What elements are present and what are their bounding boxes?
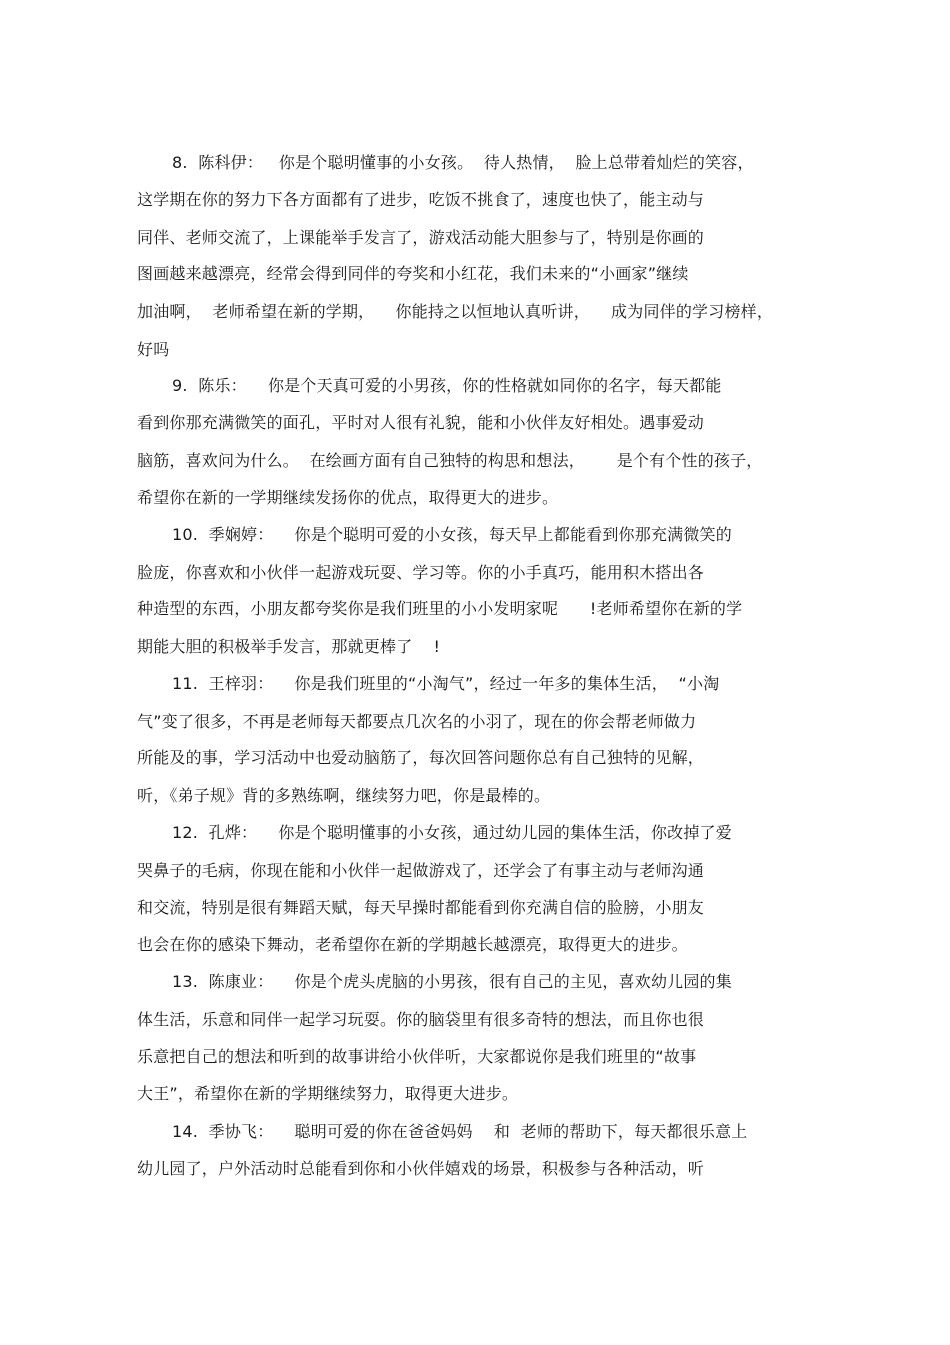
entry-11-line-3: 所能及的事，学习活动中也爱动脑筋了，每次回答问题你总有自己独特的见解， xyxy=(137,748,705,767)
entry-9-line-2: 看到你那充满微笑的面孔，平时对人很有礼貌，能和小伙伴友好相处。遇事爱动 xyxy=(137,413,705,432)
entry-12-line-1: 12. 孔烨： 你是个聪明懂事的小女孩，通过幼儿园的集体生活，你改掉了爱 xyxy=(172,823,732,842)
entry-12-line-4: 也会在你的感染下舞动，老希望你在新的学期越长越漂亮，取得更大的进步。 xyxy=(137,935,688,954)
entry-8-line-6: 好吗 xyxy=(137,340,170,359)
entry-13-line-2: 体生活，乐意和同伴一起学习玩耍。你的脑袋里有很多奇特的想法，而且你也很 xyxy=(137,1010,705,1029)
entry-8-line-5: 加油啊， 老师希望在新的学期， 你能持之以恒地认真听讲， 成为同伴的学习榜样， xyxy=(137,302,774,321)
entry-8-line-3: 同伴、老师交流了，上课能举手发言了，游戏活动能大胆参与了，特别是你画的 xyxy=(137,228,705,247)
entry-8-line-4: 图画越来越漂亮，经常会得到同伴的夸奖和小红花，我们未来的“小画家”继续 xyxy=(137,264,689,283)
entry-10-line-1: 10. 季娴婷： 你是个聪明可爱的小女孩，每天早上都能看到你那充满微笑的 xyxy=(172,525,732,544)
entry-12-line-2: 哭鼻子的毛病，你现在能和小伙伴一起做游戏了，还学会了有事主动与老师沟通 xyxy=(137,861,705,880)
entry-12-line-3: 和交流，特别是很有舞蹈天赋，每天早操时都能看到你充满自信的脸膀，小朋友 xyxy=(137,898,705,917)
entry-11-line-2: 气”变了很多，不再是老师每天都要点几次名的小羽了，现在的你会帮老师做力 xyxy=(137,712,697,731)
entry-11-line-1: 11. 王梓羽： 你是我们班里的“小淘气”，经过一年多的集体生活， “小淘 xyxy=(172,674,720,693)
entry-14-line-1: 14. 季协飞： 聪明可爱的你在爸爸妈妈 和 老师的帮助下，每天都很乐意上 xyxy=(172,1122,748,1141)
entry-10-line-4: 期能大胆的积极举手发言，那就更棒了 ! xyxy=(137,637,441,656)
entry-8-line-2: 这学期在你的努力下各方面都有了进步，吃饭不挑食了，速度也快了，能主动与 xyxy=(137,190,705,209)
entry-13-line-4: 大王”，希望你在新的学期继续努力，取得更大进步。 xyxy=(137,1084,519,1103)
entry-9-line-3: 脑筋，喜欢问为什么。 在绘画方面有自己独特的构思和想法， 是个有个性的孩子， xyxy=(137,451,763,470)
entry-11-line-4: 听，《弟子规》背的多熟练啊，继续努力吧，你是最棒的。 xyxy=(137,786,551,805)
entry-10-line-3: 种造型的东西，小朋友都夸奖你是我们班里的小小发明家呢 !老师希望你在新的学 xyxy=(137,599,743,618)
entry-14-line-2: 幼儿园了，户外活动时总能看到你和小伙伴嬉戏的场景，积极参与各种活动，听 xyxy=(137,1159,705,1178)
entry-13-line-1: 13. 陈康业： 你是个虎头虎脑的小男孩，很有自己的主见，喜欢幼儿园的集 xyxy=(172,972,732,991)
entry-10-line-2: 脸庞，你喜欢和小伙伴一起游戏玩耍、学习等。你的小手真巧，能用积木搭出各 xyxy=(137,563,705,582)
entry-9-line-1: 9. 陈乐： 你是个天真可爱的小男孩，你的性格就如同你的名字，每天都能 xyxy=(172,376,722,395)
entry-9-line-4: 希望你在新的一学期继续发扬你的优点，取得更大的进步。 xyxy=(137,488,559,507)
entry-13-line-3: 乐意把自己的想法和听到的故事讲给小伙伴听，大家都说你是我们班里的“故事 xyxy=(137,1047,697,1066)
entry-8-line-1: 8. 陈科伊： 你是个聪明懂事的小女孩。 待人热情， 脸上总带着灿烂的笑容， xyxy=(172,153,754,172)
